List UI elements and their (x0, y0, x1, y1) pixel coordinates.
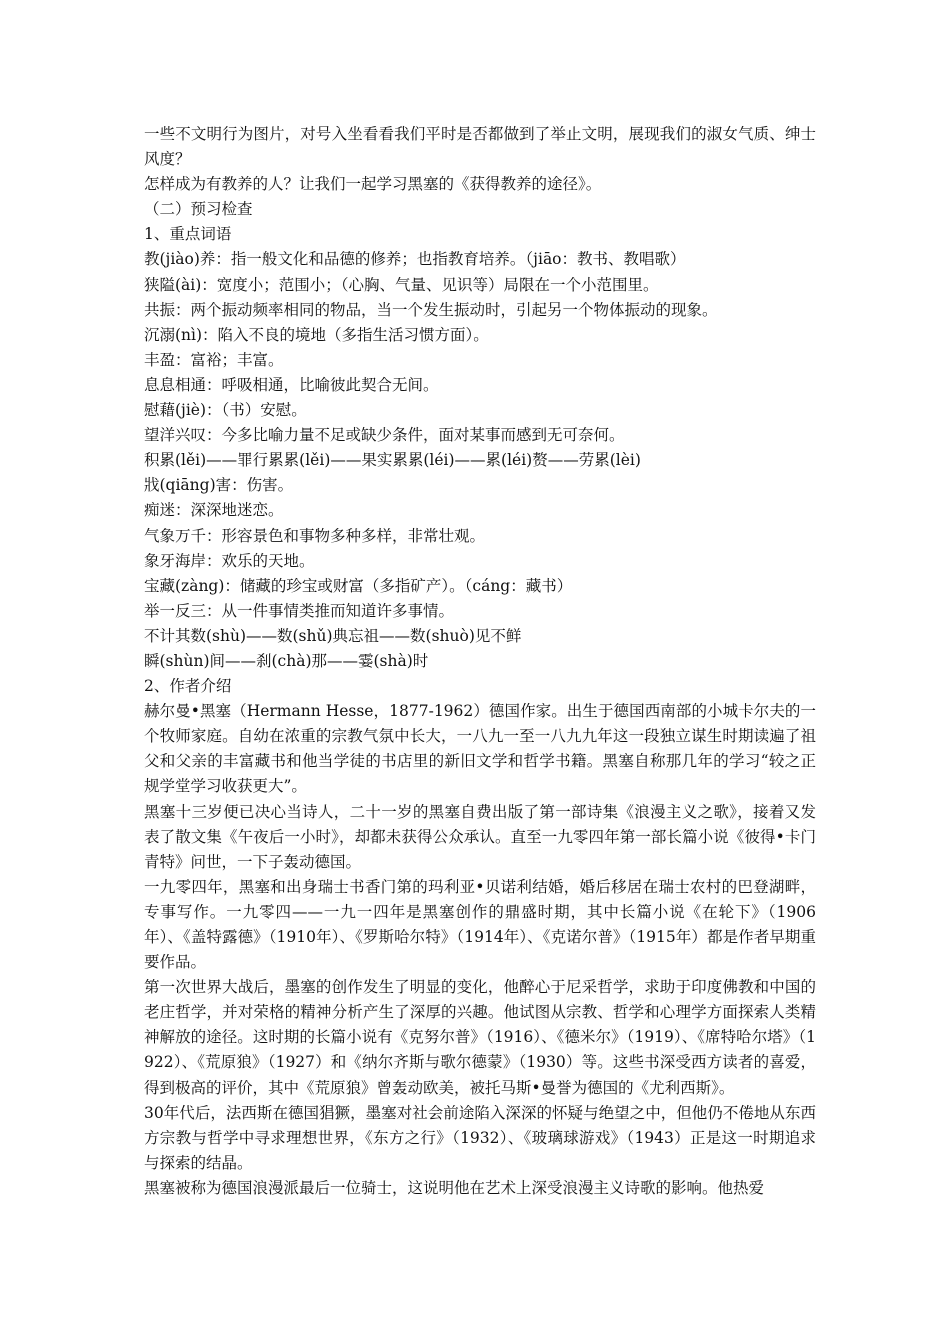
subheading-author-intro: 2、作者介绍 (144, 677, 232, 696)
vocab-entry: 丰盈：富裕；丰富。 (144, 350, 284, 369)
vocab-entry: 不计其数(shù)——数(shǔ)典忘祖——数(shuò)见不鲜 (144, 626, 522, 645)
vocab-entry: 望洋兴叹：今多比喻力量不足或缺少条件，面对某事而感到无可奈何。 (144, 426, 625, 445)
section-heading-preview-check: （二）预习检查 (144, 200, 253, 219)
vocab-entry: 息息相通：呼吸相通，比喻彼此契合无间。 (144, 375, 439, 394)
vocab-entry: 象牙海岸：欢乐的天地。 (144, 551, 315, 570)
author-paragraph: 黑塞被称为德国浪漫派最后一位骑士，这说明他在艺术上深受浪漫主义诗歌的影响。他热爱 (144, 1178, 765, 1197)
vocab-entry: 慰藉(jiè)：（书）安慰。 (144, 401, 307, 420)
vocab-entry: 宝藏(zàng)：储藏的珍宝或财富（多指矿产）。（cáng：藏书） (144, 576, 573, 595)
vocab-entry: 教(jiào)养：指一般文化和品德的修养；也指教育培养。（jiāo：教书、教唱歌） (144, 250, 686, 269)
vocab-entry: 狭隘(ài)：宽度小；范围小；（心胸、气量、见识等）局限在一个小范围里。 (144, 275, 659, 294)
author-paragraph: 30年代后，法西斯在德国猖獗，墨塞对社会前途陷入深深的怀疑与绝望之中，但他仍不倦地从东西方宗教与哲学中寻求理想世界，《东方之行》（1932）、《玻璃球游戏》（1943）正是这一时期追求与探索的结晶。 (144, 1103, 816, 1172)
vocab-entry: 举一反三：从一件事情类推而知道许多事情。 (144, 601, 455, 620)
author-paragraph: 赫尔曼•黑塞（Hermann Hesse，1877-1962）德国作家。出生于德国西南部的小城卡尔夫的一个牧师家庭。自幼在浓重的宗教气氛中长大，一八九一至一八九九年这一段独立谋生时期读遍了祖父和父亲的丰富藏书和他当学徒的书店里的新旧文学和哲学书籍。黑塞自称那几年的学习“较之正规学堂学习收获更大”。 (144, 702, 816, 796)
author-paragraph: 第一次世界大战后，墨塞的创作发生了明显的变化，他醉心于尼采哲学，求助于印度佛教和中国的老庄哲学，并对荣格的精神分析产生了深厚的兴趣。他试图从宗教、哲学和心理学方面探索人类精神解放的途径。这时期的长篇小说有《克努尔普》（1916）、《德米尔》（1919）、《席特哈尔塔》（1922）、《荒原狼》（1927）和《纳尔齐斯与歌尔德蒙》（1930）等。这些书深受西方读者的喜爱，得到极高的评价，其中《荒原狼》曾轰动欧美，被托马斯•曼誉为德国的《尤利西斯》。 (144, 978, 816, 1097)
subheading-key-words: 1、重点词语 (144, 225, 232, 244)
author-paragraph: 黑塞十三岁便已决心当诗人，二十一岁的黑塞自费出版了第一部诗集《浪漫主义之歌》，接着又发表了散文集《午夜后一小时》，却都未获得公众承认。直至一九零四年第一部长篇小说《彼得•卡门青特》问世，一下子轰动德国。 (144, 802, 816, 871)
vocab-entry: 沉溺(nì)：陷入不良的境地（多指生活习惯方面）。 (144, 325, 489, 344)
intro-paragraph: 一些不文明行为图片，对号入坐看看我们平时是否都做到了举止文明，展现我们的淑女气质、绅士风度？ (144, 125, 816, 169)
vocab-entry: 瞬(shùn)间——刹(chà)那——霎(shà)时 (144, 651, 429, 670)
vocab-entry: 戕(qiāng)害：伤害。 (144, 476, 294, 495)
document-page (144, 122, 816, 1201)
vocab-entry: 气象万千：形容景色和事物多种多样，非常壮观。 (144, 526, 486, 545)
vocab-entry: 共振：两个振动频率相同的物品，当一个发生振动时，引起另一个物体振动的现象。 (144, 300, 718, 319)
author-paragraph: 一九零四年，黑塞和出身瑞士书香门第的玛利亚•贝诺利结婚，婚后移居在瑞士农村的巴登湖畔，专事写作。一九零四——一九一四年是黑塞创作的鼎盛时期，其中长篇小说《在轮下》（1906年）、《盖特露德》（1910年）、《罗斯哈尔特》（1914年）、《克诺尔普》（1915年）都是作者早期重要作品。 (144, 877, 816, 972)
vocab-entry: 积累(lěi)——罪行累累(lěi)——果实累累(léi)——累(léi)赘——劳累(lèi) (144, 451, 641, 470)
intro-question: 怎样成为有教养的人？让我们一起学习黑塞的《获得教养的途径》。 (144, 175, 602, 194)
vocab-entry: 痴迷：深深地迷恋。 (144, 501, 284, 520)
